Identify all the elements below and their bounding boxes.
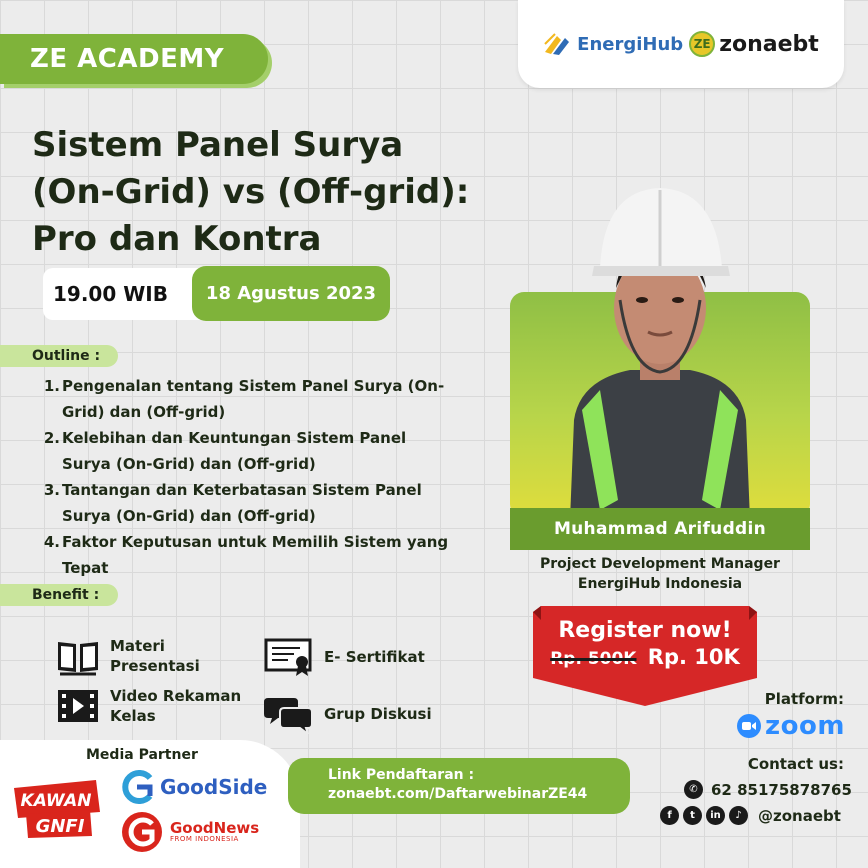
outline-item — [40, 530, 460, 581]
video-icon — [56, 686, 100, 726]
energihub-wordmark: EnergiHub — [577, 33, 684, 55]
certificate-icon — [264, 636, 314, 678]
kawan-gnfi-logo — [10, 778, 102, 840]
benefit-text: E- Sertifikat — [324, 648, 425, 666]
title-line: Pro dan Kontra — [32, 219, 322, 259]
linkedin-icon: in — [706, 806, 725, 825]
goodnews-mark-icon — [120, 810, 164, 854]
social-handle: @zonaebt — [758, 806, 841, 825]
contact-label: Contact us: — [747, 755, 844, 773]
benefit-text: Grup Diskusi — [324, 705, 432, 723]
benefit-text: Materi Presentasi — [110, 637, 200, 675]
old-price: Rp. 500K — [550, 649, 637, 669]
speaker-role — [510, 554, 810, 594]
zonaebt-logo — [689, 31, 819, 57]
phone-row — [684, 780, 852, 799]
book-icon — [56, 636, 100, 676]
outline-text: Pengenalan tentang Sistem Panel Surya (On-Grid) dan (Off-grid) — [62, 377, 445, 421]
goodside-mark-icon — [120, 770, 154, 804]
goodside-logo — [120, 770, 267, 804]
speaker-role-title: Project Development Manager — [540, 556, 780, 572]
benefit-item — [56, 686, 256, 726]
zoom-logo — [737, 711, 845, 741]
registration-url[interactable]: zonaebt.com/DaftarwebinarZE44 — [328, 786, 588, 802]
outline-number: 2. — [43, 429, 60, 447]
title-line: Sistem Panel Surya — [32, 125, 404, 165]
speaker-organization: EnergiHub Indonesia — [577, 576, 743, 592]
outline-item — [40, 374, 460, 425]
kawan-text: KAWAN — [20, 791, 92, 811]
outline-number: 1. — [43, 377, 60, 395]
benefit-item — [264, 636, 464, 678]
gnfi-text: GNFI — [35, 816, 85, 837]
benefit-text: Video Rekaman Kelas — [110, 687, 242, 725]
social-row — [660, 806, 841, 825]
sun-rays-icon — [543, 32, 573, 56]
zonaebt-badge-icon: ZE — [689, 31, 715, 57]
goodnews-wordmark: GoodNews — [170, 819, 260, 837]
academy-tag: ZE ACADEMY — [0, 34, 268, 84]
energihub-logo — [543, 32, 683, 56]
tiktok-icon: ♪ — [729, 806, 748, 825]
event-time: 19.00 WIB — [43, 268, 223, 320]
register-title[interactable]: Register now! — [558, 618, 732, 643]
speaker-name: Muhammad Arifuddin — [510, 508, 810, 550]
media-partner-label: Media Partner — [86, 747, 198, 763]
registration-label: Link Pendaftaran : — [328, 767, 475, 783]
benefit-item — [56, 636, 236, 676]
goodnews-subtitle: FROM INDONESIA — [170, 835, 239, 843]
benefit-label: Benefit : — [0, 584, 118, 606]
logo-card — [518, 0, 844, 88]
platform-label: Platform: — [764, 690, 844, 708]
title-line: (On-Grid) vs (Off-grid): — [32, 172, 470, 212]
zoom-camera-icon — [737, 714, 761, 738]
register-text[interactable] — [533, 618, 757, 669]
event-date: 18 Agustus 2023 — [192, 266, 390, 321]
zoom-wordmark: zoom — [765, 711, 845, 741]
outline-item — [40, 478, 460, 529]
outline-text: Tantangan dan Keterbatasan Sistem Panel Surya (On-Grid) dan (Off-grid) — [62, 481, 422, 525]
speaker-photo — [560, 180, 760, 520]
outline-number: 3. — [43, 481, 60, 499]
goodside-wordmark: GoodSide — [160, 775, 268, 799]
phone-icon: ✆ — [684, 780, 703, 799]
register-price — [533, 645, 757, 669]
outline-text: Kelebihan dan Keuntungan Sistem Panel Surya (On-Grid) dan (Off-grid) — [62, 429, 407, 473]
facebook-icon: f — [660, 806, 679, 825]
event-title — [32, 122, 522, 263]
chat-icon — [264, 694, 314, 734]
outline-label: Outline : — [0, 345, 118, 367]
outline-number: 4. — [43, 533, 60, 551]
outline-item — [40, 426, 460, 477]
goodnews-text-block — [170, 821, 259, 843]
new-price: Rp. 10K — [647, 645, 740, 669]
benefit-item — [264, 694, 464, 734]
outline-text: Faktor Keputusan untuk Memilih Sistem yang Tepat — [62, 533, 449, 577]
twitter-icon: t — [683, 806, 702, 825]
outline-list — [40, 374, 460, 582]
goodnews-logo — [120, 810, 259, 854]
registration-link-pill[interactable] — [288, 758, 630, 814]
phone-number: 62 85175878765 — [711, 780, 852, 799]
zonaebt-wordmark: zonaebt — [719, 31, 819, 57]
